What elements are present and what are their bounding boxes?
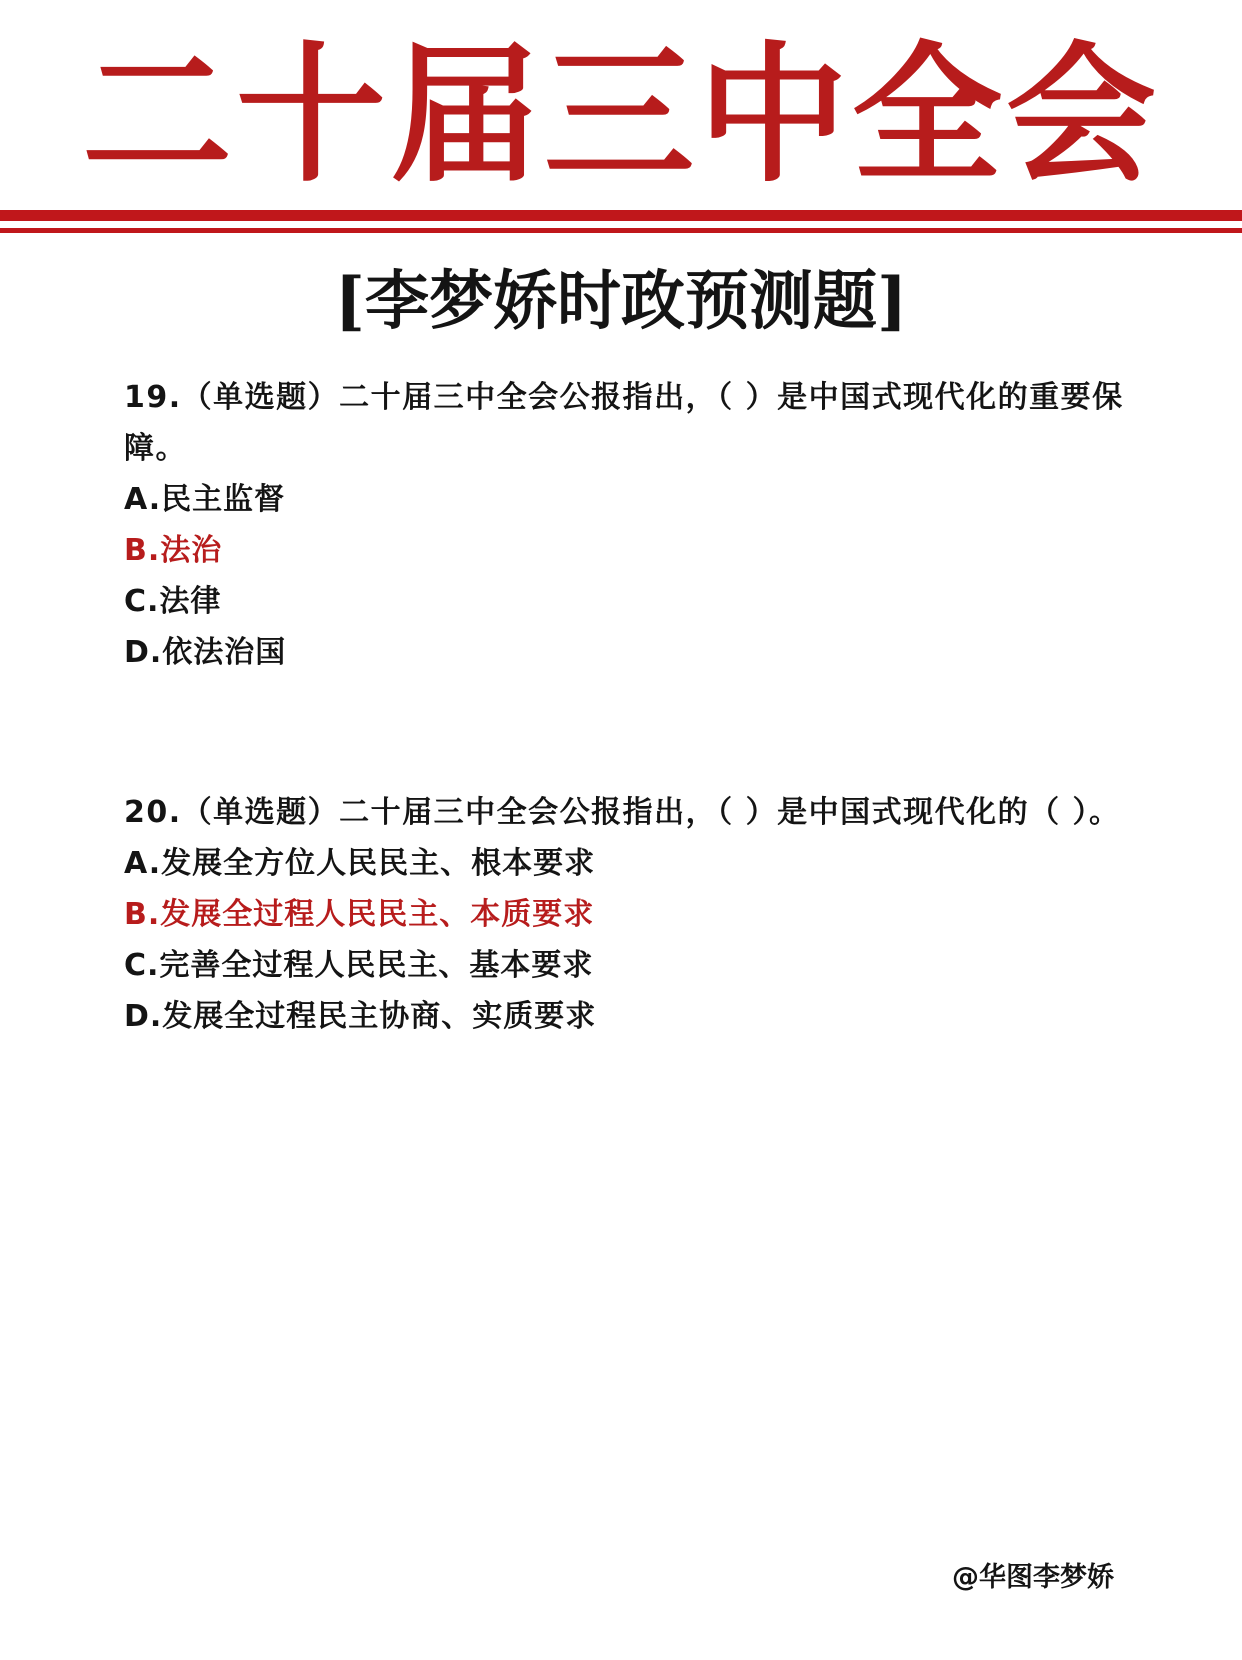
option-b-correct[interactable]: B.发展全过程人民民主、本质要求: [124, 897, 595, 932]
option-b-correct[interactable]: B.法治: [124, 533, 223, 568]
option-d[interactable]: D.依法治国: [124, 635, 287, 670]
option-c[interactable]: C.法律: [124, 584, 222, 619]
option-d[interactable]: D.发展全过程民主协商、实质要求: [124, 999, 597, 1034]
question-20: [124, 787, 1124, 1042]
option-a[interactable]: A.发展全方位人民民主、根本要求: [124, 846, 596, 881]
divider-thin: [0, 228, 1242, 233]
question-stem: 19.（单选题）二十届三中全会公报指出，（ ）是中国式现代化的重要保障。: [124, 380, 1124, 466]
option-a[interactable]: A.民主监督: [124, 482, 286, 517]
author-signature: @华图李梦娇: [952, 1562, 1114, 1593]
question-stem: 20.（单选题）二十届三中全会公报指出，（ ）是中国式现代化的（ ）。: [124, 795, 1121, 830]
main-title: 二十届三中全会: [81, 29, 1160, 203]
option-c[interactable]: C.完善全过程人民民主、基本要求: [124, 948, 594, 983]
subtitle: [李梦娇时政预测题]: [334, 264, 908, 339]
question-19: [124, 372, 1124, 678]
divider-thick: [0, 210, 1242, 221]
